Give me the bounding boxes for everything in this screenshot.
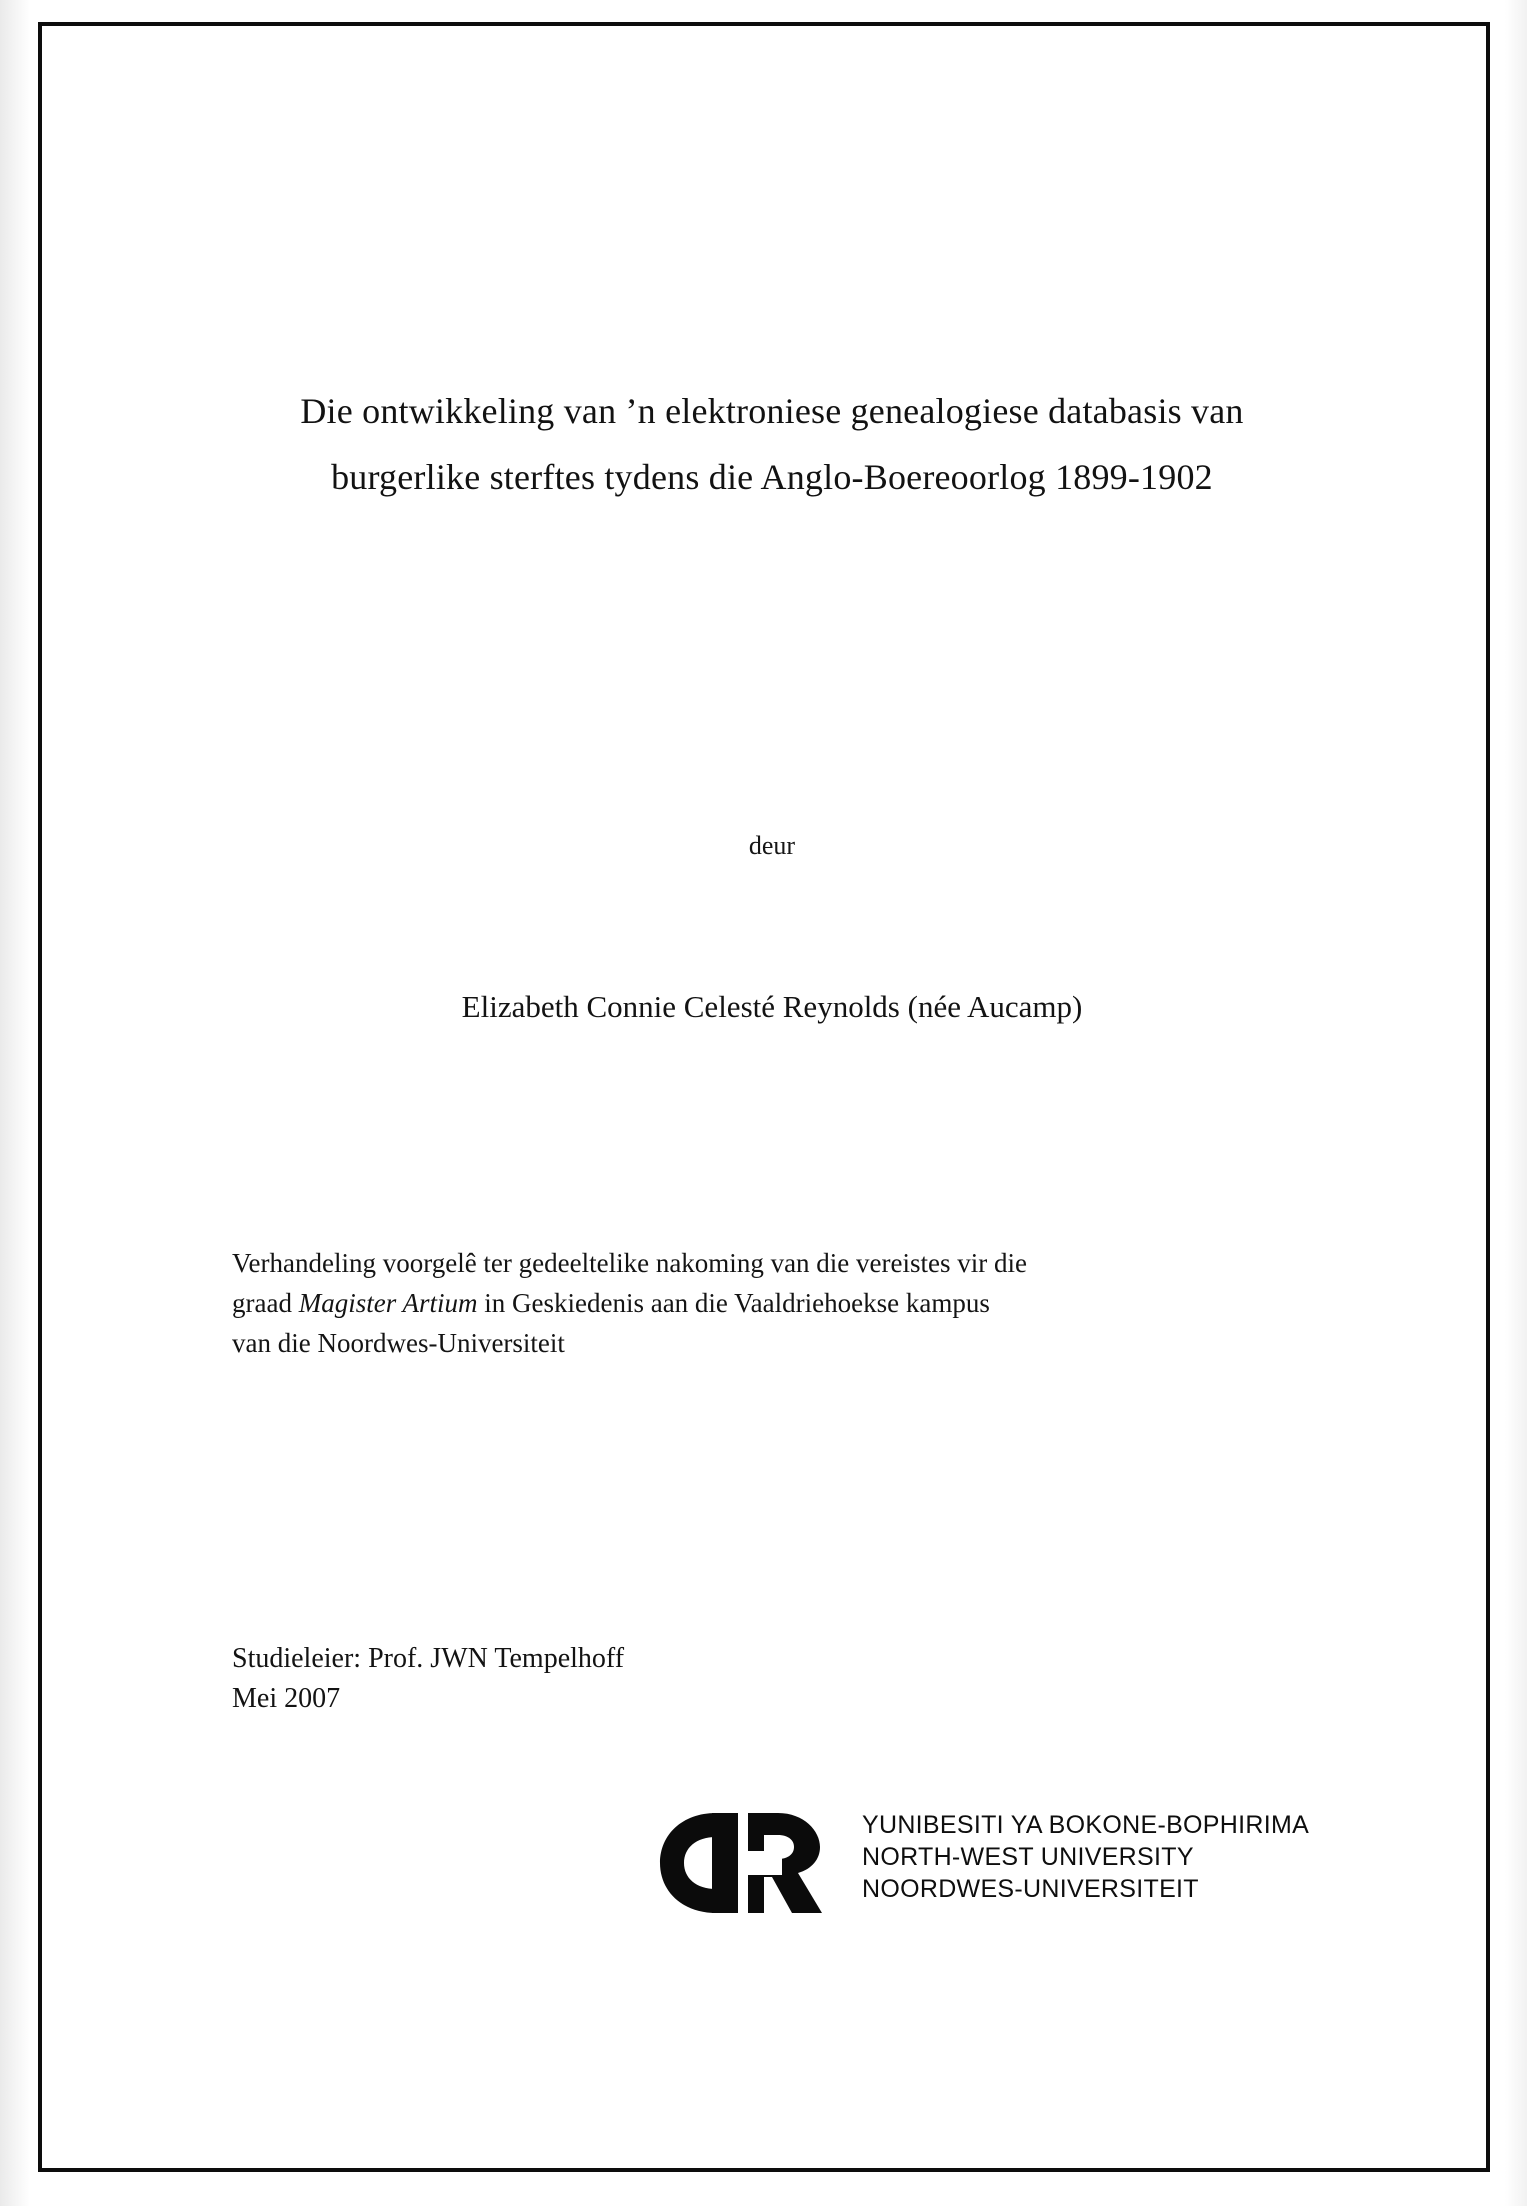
degree-name-italic: Magister Artium [298,1288,478,1318]
scan-edge-left [0,0,30,2206]
title-page-content [192,26,1352,2168]
university-logo-block [492,1801,1310,1931]
page-border-frame [38,22,1490,2172]
supervisor-line: Studieleier: Prof. JWN Tempelhoff [232,1643,625,1674]
title-line-1: Die ontwikkeling van ’n elektroniese genealogiese databasis van [300,391,1244,431]
north-west-university-logo-icon [652,1807,842,1919]
logo-text-line-1: YUNIBESITI YA BOKONE-BOPHIRIMA [862,1811,1310,1839]
supervisor-block [232,1639,1132,1719]
degree-statement-line-2-suffix: in Geskiedenis aan die Vaaldriehoekse kampus [477,1288,990,1318]
title-line-2: burgerlike sterftes tydens die Anglo-Boereoorlog 1899-1902 [331,457,1213,497]
date-line: Mei 2007 [232,1683,341,1714]
degree-statement-line-1: Verhandeling voorgelê ter gedeeltelike nakoming van die vereistes vir die [232,1248,1027,1278]
degree-statement-line-2-prefix: graad [232,1288,299,1318]
logo-text-line-3: NOORDWES-UNIVERSITEIT [862,1875,1199,1903]
university-logo-text [862,1809,1309,1905]
document-title [192,378,1352,510]
by-label: deur [748,831,796,860]
author-name: Elizabeth Connie Celesté Reynolds (née Aucamp) [461,989,1083,1024]
degree-statement-line-3: van die Noordwes-Universiteit [232,1328,565,1358]
scan-edge-right [1505,0,1527,2206]
degree-statement [232,1243,1342,1363]
logo-text-line-2: NORTH-WEST UNIVERSITY [862,1843,1194,1871]
degree-statement-line-2 [232,1283,1342,1323]
